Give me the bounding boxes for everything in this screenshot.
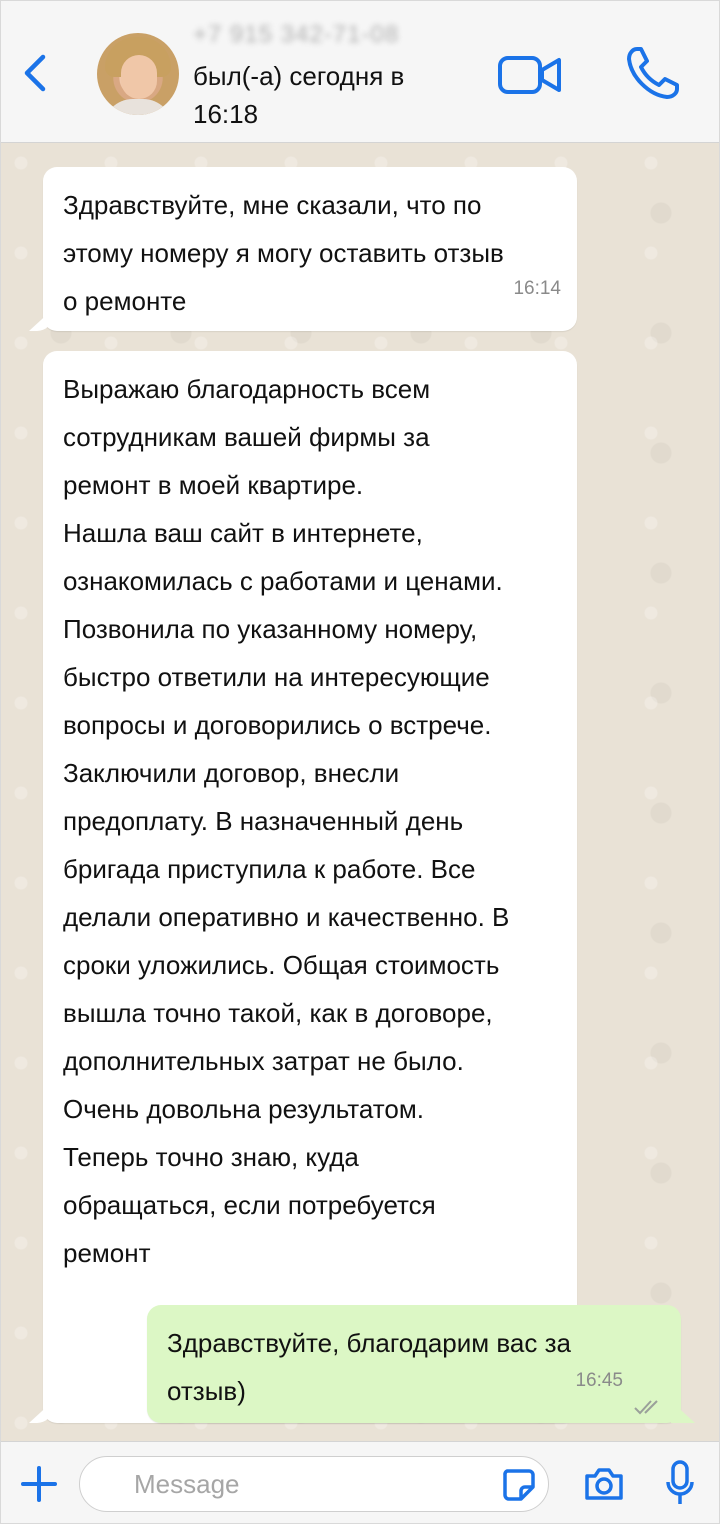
message-text: Выражаю благодарность всем сотрудникам вашей фирмы за ремонт в моей квартире. Нашла ваш сайт в интернете, ознакомилась с работами и ценами. Позвонила по указанному номеру, быстро ответили на интересующие вопросы и договорились о встрече. Заключили договор, внесли предоплату. В назначенный день бригада приступила к работе. Все делали оперативно и качественно. В сроки уложились. Общая стоимость вышла точно такой, как в договоре, дополнительных затрат не было. Очень довольна результатом. Теперь точно знаю, куда обращаться, если потребуется ремонт [63, 374, 510, 1268]
phone-icon[interactable] [623, 43, 683, 103]
composer-bar [1, 1441, 719, 1524]
avatar[interactable] [97, 33, 179, 115]
camera-icon[interactable] [583, 1466, 625, 1502]
message-text: Здравствуйте, мне сказали, что по этому номеру я могу оставить отзыв о ремонте [63, 190, 504, 316]
message-list[interactable] [1, 143, 719, 1441]
outgoing-message[interactable] [147, 1305, 681, 1423]
sticker-icon[interactable] [501, 1467, 535, 1501]
back-arrow-icon[interactable] [19, 51, 53, 95]
incoming-message[interactable] [43, 167, 577, 331]
video-camera-icon[interactable] [497, 53, 563, 97]
plus-icon[interactable] [19, 1464, 59, 1504]
message-time: 16:14 [513, 278, 561, 299]
microphone-icon[interactable] [665, 1460, 695, 1508]
last-seen-status: был(-а) сегодня в 16:18 [193, 61, 405, 129]
message-text: Здравствуйте, благодарим вас за отзыв) [167, 1328, 571, 1406]
message-input[interactable] [79, 1456, 549, 1512]
incoming-message[interactable] [43, 351, 577, 1423]
read-ticks-icon [633, 1383, 665, 1401]
chat-header [1, 1, 719, 143]
contact-phone[interactable]: +7 915 342-71-08 [193, 21, 400, 48]
message-time: 16:45 [575, 1370, 623, 1391]
